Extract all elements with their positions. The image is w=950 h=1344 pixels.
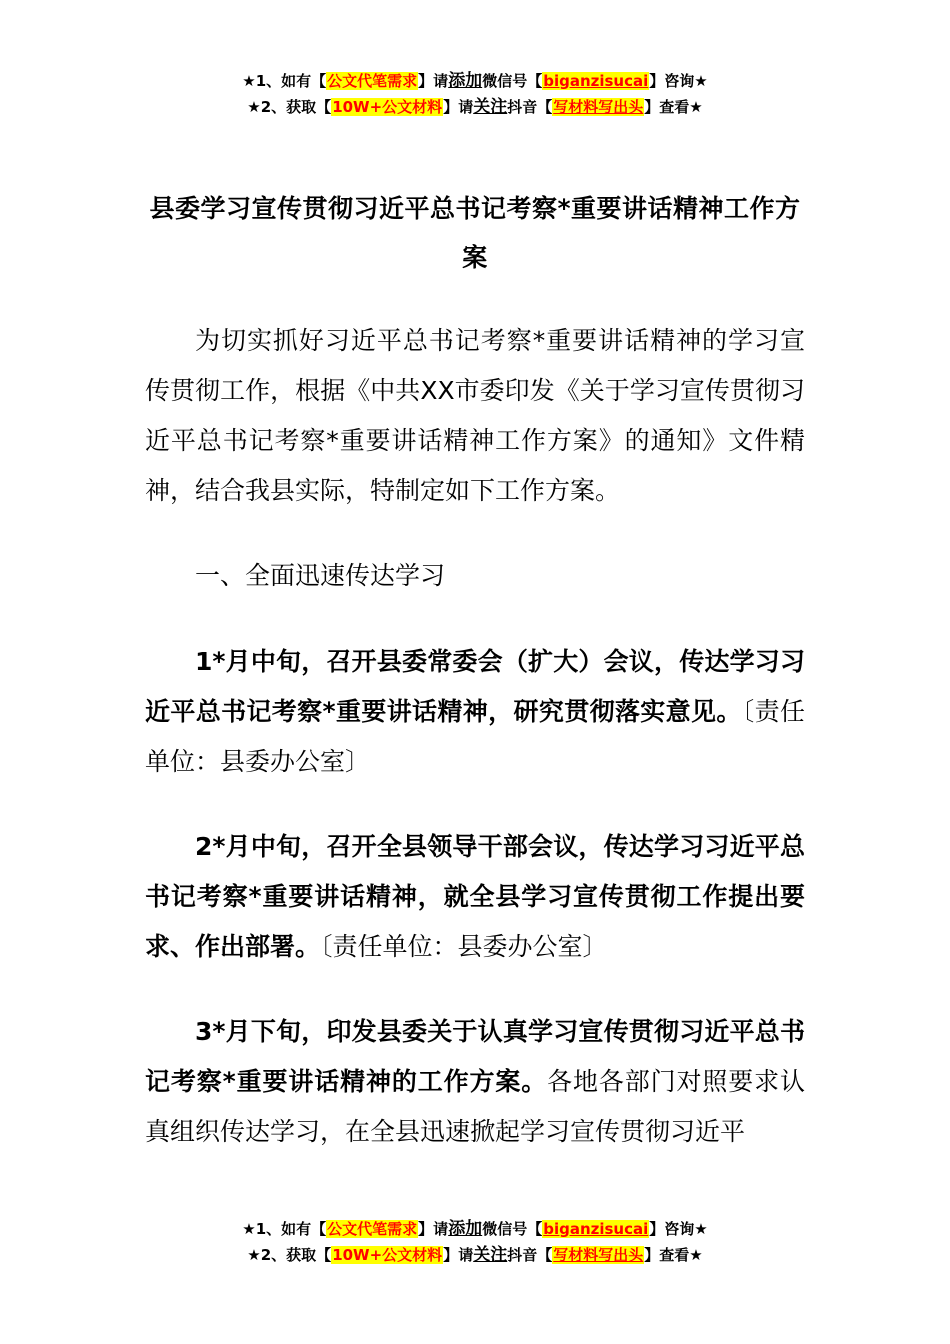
banner-text: ★2、获取【 <box>247 98 332 116</box>
banner-text: 】请 <box>418 72 449 90</box>
banner-emphasis: 添加 <box>448 1219 483 1239</box>
banner-text: ★2、获取【 <box>247 1246 332 1264</box>
banner-text: 】咨询★ <box>649 1220 708 1238</box>
banner-highlight-materials: 10W+公文材料 <box>332 1246 443 1264</box>
intro-paragraph: 为切实抓好习近平总书记考察*重要讲话精神的学习宣传贯彻工作，根据《中共XX市委印发《关于学习宣传贯彻习近平总书记考察*重要讲话精神工作方案》的通知》文件精神，结合我县实际，特制定如下工作方案。 <box>145 326 805 505</box>
banner-highlight-service: 公文代笔需求 <box>327 1220 418 1238</box>
item-bold-text: 1*月中旬，召开县委常委会（扩大）会议，传达学习习近平总书记考察*重要讲话精神，研究贯彻落实意见。 <box>145 647 805 726</box>
item-normal-text: 各地各部门对照要求认真组织传达学习，在全县迅速掀起学习宣传贯彻习近平 <box>145 1067 805 1146</box>
header-banner <box>0 68 950 120</box>
banner-text: 抖音【 <box>507 1246 553 1264</box>
banner-line-1 <box>0 1216 950 1242</box>
banner-text: ★1、如有【 <box>242 72 327 90</box>
list-item <box>145 1007 805 1157</box>
banner-text: 微信号【 <box>482 1220 543 1238</box>
banner-emphasis: 添加 <box>448 71 483 91</box>
banner-text: ★1、如有【 <box>242 1220 327 1238</box>
document-body <box>145 316 805 1192</box>
list-item <box>145 637 805 787</box>
banner-text: 】咨询★ <box>649 72 708 90</box>
banner-emphasis: 关注 <box>473 97 508 117</box>
section-heading: 一、全面迅速传达学习 <box>195 561 446 590</box>
banner-highlight-wechat-id: biganzisucai <box>543 72 649 90</box>
banner-highlight-douyin-id: 写材料写出头 <box>553 1246 644 1264</box>
banner-line-2 <box>0 1242 950 1268</box>
banner-text: 】查看★ <box>644 1246 703 1264</box>
banner-highlight-service: 公文代笔需求 <box>327 72 418 90</box>
banner-highlight-douyin-id: 写材料写出头 <box>553 98 644 116</box>
banner-emphasis: 关注 <box>473 1245 508 1265</box>
banner-text: 】请 <box>443 1246 474 1264</box>
banner-text: 微信号【 <box>482 72 543 90</box>
banner-line-2 <box>0 94 950 120</box>
banner-text: 】请 <box>443 98 474 116</box>
banner-text: 】查看★ <box>644 98 703 116</box>
banner-line-1 <box>0 68 950 94</box>
banner-highlight-wechat-id: biganzisucai <box>543 1220 649 1238</box>
document-title: 县委学习宣传贯彻习近平总书记考察*重要讲话精神工作方案 <box>149 194 801 272</box>
banner-highlight-materials: 10W+公文材料 <box>332 98 443 116</box>
item-normal-text: 〔责任单位：县委办公室〕 <box>145 697 805 776</box>
item-bold-text: 3*月下旬，印发县委关于认真学习宣传贯彻习近平总书记考察*重要讲话精神的工作方案。 <box>145 1017 805 1096</box>
banner-text: 抖音【 <box>507 98 553 116</box>
footer-banner <box>0 1216 950 1268</box>
item-bold-text: 2*月中旬，召开全县领导干部会议，传达学习习近平总书记考察*重要讲话精神，就全县学习宣传贯彻工作提出要求、作出部署。 <box>145 832 805 961</box>
banner-text: 】请 <box>418 1220 449 1238</box>
list-item <box>145 822 805 972</box>
item-normal-text: 〔责任单位：县委办公室〕 <box>320 932 608 961</box>
